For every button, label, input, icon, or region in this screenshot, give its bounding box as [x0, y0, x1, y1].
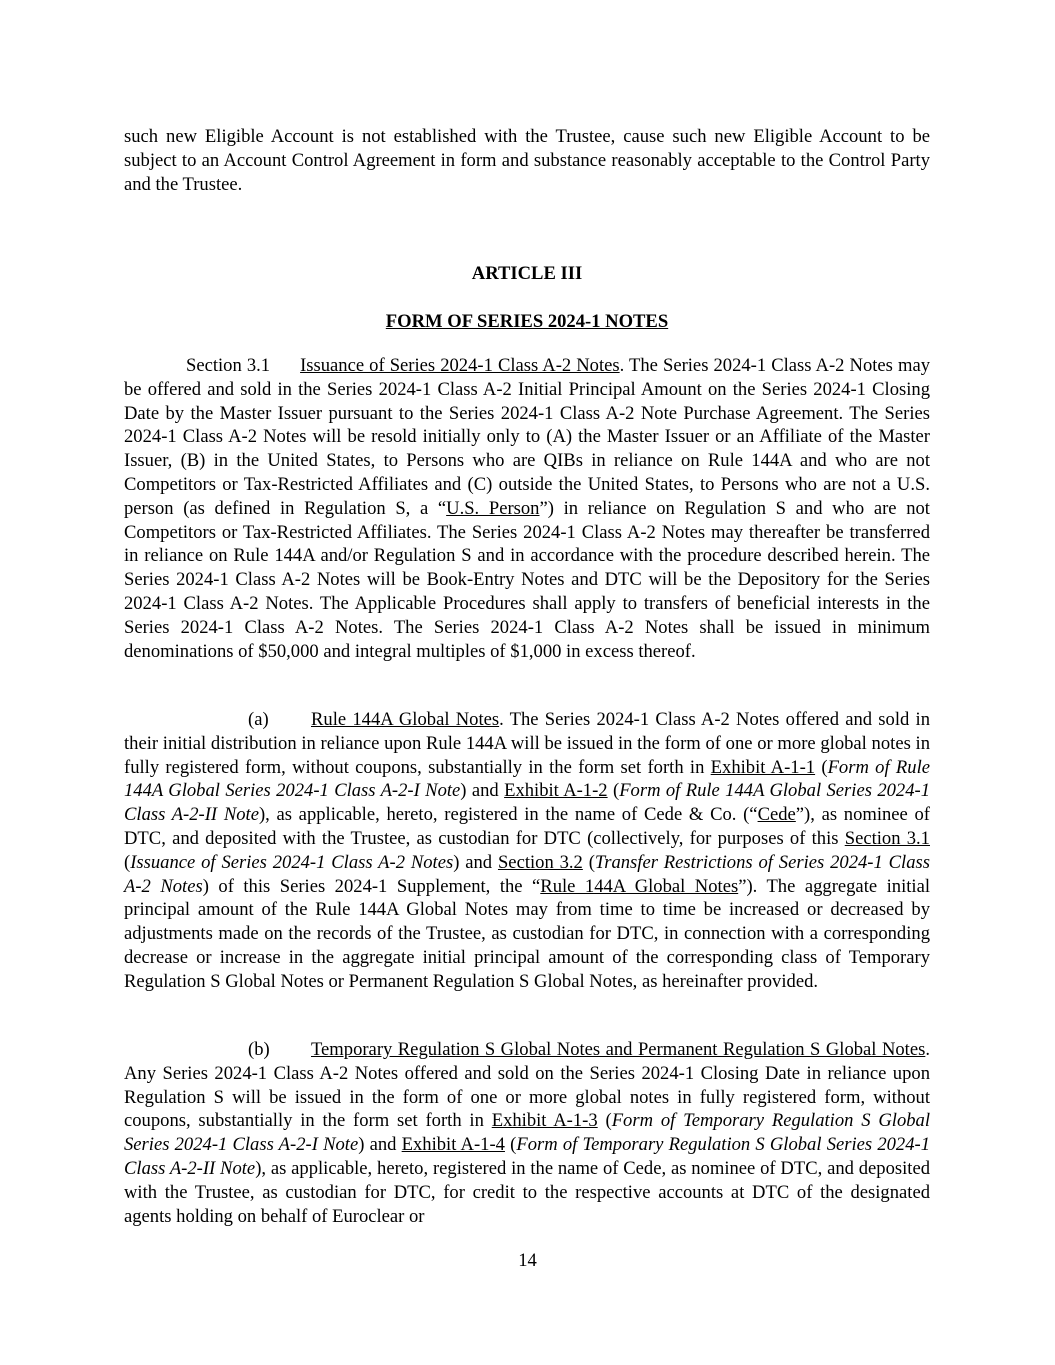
carryover-paragraph	[124, 125, 930, 196]
paragraph-a-text: ) and	[460, 780, 505, 802]
paragraph-a	[124, 708, 930, 994]
section-number: Section 3.1	[186, 355, 271, 376]
paragraph-a-text: (	[607, 780, 620, 802]
exhibit-a-1-1-ref: Exhibit A-1-1	[710, 756, 816, 778]
paragraph-a-text: (	[582, 851, 595, 873]
paragraph-a-text: ) of this Series 2024-1 Supplement, the “	[202, 875, 541, 897]
page-number: 14	[518, 1250, 537, 1271]
defined-term-rule-144a-global-notes: Rule 144A Global Notes	[540, 875, 739, 897]
paragraph-b-text: ) and	[358, 1134, 402, 1156]
paragraph-a-heading: Rule 144A Global Notes	[311, 709, 500, 730]
paragraph-a-text: ) and	[453, 851, 498, 873]
section-3-2-title: Transfer Restrictions of Series 2024-1 Class A-2 Notes	[124, 851, 930, 897]
paragraph-b-text: . Any Series 2024-1 Class A-2 Notes offered and sold on the Series 2024-1 Closing Date in reliance upon Regulation S will be issued in the form of one or more global notes in fully registered form, without coupons, substantially in the form set forth in	[124, 1039, 930, 1132]
paragraph-b-text: (	[597, 1110, 612, 1132]
section-heading: Issuance of Series 2024-1 Class A-2 Notes	[300, 355, 620, 376]
paragraph-b-text: ), as applicable, hereto, registered in the name of Cede, as nominee of DTC, and deposited with the Trustee, as custodian for DTC, for credit to the respective accounts at DTC of the designated agents holding on behalf of Euroclear or	[124, 1157, 930, 1227]
exhibit-a-1-3-ref: Exhibit A-1-3	[491, 1110, 598, 1132]
paragraph-b-text: (	[504, 1134, 517, 1156]
exhibit-a-1-1-title: Form of Rule 144A Global Series 2024-1 Class A-2-I Note	[124, 756, 931, 802]
section-3-1-title: Issuance of Series 2024-1 Class A-2 Notes	[130, 851, 454, 873]
exhibit-a-1-2-ref: Exhibit A-1-2	[504, 780, 608, 802]
exhibit-a-1-4-title: Form of Temporary Regulation S Global Series 2024-1 Class A-2-II Note	[124, 1134, 931, 1179]
section-3-2-ref: Section 3.2	[497, 851, 583, 873]
defined-term-cede: Cede	[757, 804, 796, 826]
paragraph-a-text: (	[815, 756, 828, 778]
paragraph-a-text: ”). The aggregate initial principal amount of the Rule 144A Global Notes may from time to time be increased or decreased by adjustments made on the records of the Trustee, as custodian for DTC, in connection with a corresponding decrease or increase in the aggregate initial principal amount of the corresponding class of Temporary Regulation S Global Notes or Permanent Regulation S Global Notes, as hereinafter provided.	[124, 875, 930, 992]
paragraph-b	[124, 1038, 930, 1228]
paragraph-a-text: . The Series 2024-1 Class A-2 Notes offered and sold in their initial distribution in reliance upon Rule 144A will be issued in the form of one or more global notes in fully registered form, without coupons, substantially in the form set forth in	[124, 709, 931, 778]
exhibit-a-1-3-title: Form of Temporary Regulation S Global Series 2024-1 Class A-2-I Note	[124, 1110, 931, 1156]
section-3-1-ref: Section 3.1	[844, 827, 930, 849]
paragraph-a-text: ”), as nominee of DTC, and deposited with the Trustee, as custodian for DTC (collectively, for purposes of this	[124, 804, 931, 849]
defined-term-us-person: U.S. Person	[446, 497, 540, 519]
paragraph-a-text: ), as applicable, hereto, registered in the name of Cede & Co. (“	[258, 804, 758, 826]
section-text-2: ”) in reliance on Regulation S and who are not Competitors or Tax-Restricted Affiliates. The Series 2024-1 Class A-2 Notes may thereafter be transferred in reliance on Rule 144A and/or Regulation S and in accordance with the procedure described herein. The Series 2024-1 Class A-2 Notes will be Book-Entry Notes and DTC will be the Depository for the Series 2024-1 Class A-2 Notes. The Applicable Procedures shall apply to transfers of beneficial interests in the Series 2024-1 Class A-2 Notes. The Series 2024-1 Class A-2 Notes shall be issued in minimum denominations of $50,000 and integral multiples of $1,000 in excess thereof.	[124, 497, 930, 662]
section-text-1: . The Series 2024-1 Class A-2 Notes may be offered and sold in the Series 2024-1 Class A-2 Initial Principal Amount on the Series 2024-1 Closing Date by the Master Issuer pursuant to the Series 2024-1 Class A-2 Note Purchase Agreement. The Series 2024-1 Class A-2 Notes will be resold initially only to (A) the Master Issuer or an Affiliate of the Master Issuer, (B) in the United States, to Persons who are QIBs in reliance on Rule 144A and who are not Competitors or Tax-Restricted Affiliates and (C) outside the United States, to Persons who are not a U.S. person (as defined in Regulation S, a “	[124, 355, 930, 519]
article-title: FORM OF SERIES 2024-1 NOTES	[385, 311, 669, 332]
paragraph-a-label: (a)	[248, 709, 269, 730]
paragraph-b-heading: Temporary Regulation S Global Notes and Permanent Regulation S Global Notes	[311, 1039, 926, 1060]
article-number: ARTICLE III	[471, 263, 583, 284]
paragraph-b-label: (b)	[248, 1039, 270, 1060]
exhibit-a-1-4-ref: Exhibit A-1-4	[401, 1134, 505, 1156]
carryover-text: such new Eligible Account is not established with the Trustee, cause such new Eligible Account to be subject to an Account Control Agreement in form and substance reasonably acceptable to the Control Party and the Trustee.	[124, 126, 930, 195]
exhibit-a-1-2-title: Form of Rule 144A Global Series 2024-1 Class A-2-II Note	[124, 780, 930, 826]
section-3-1-paragraph	[124, 354, 930, 663]
paragraph-a-text: (	[124, 851, 131, 873]
